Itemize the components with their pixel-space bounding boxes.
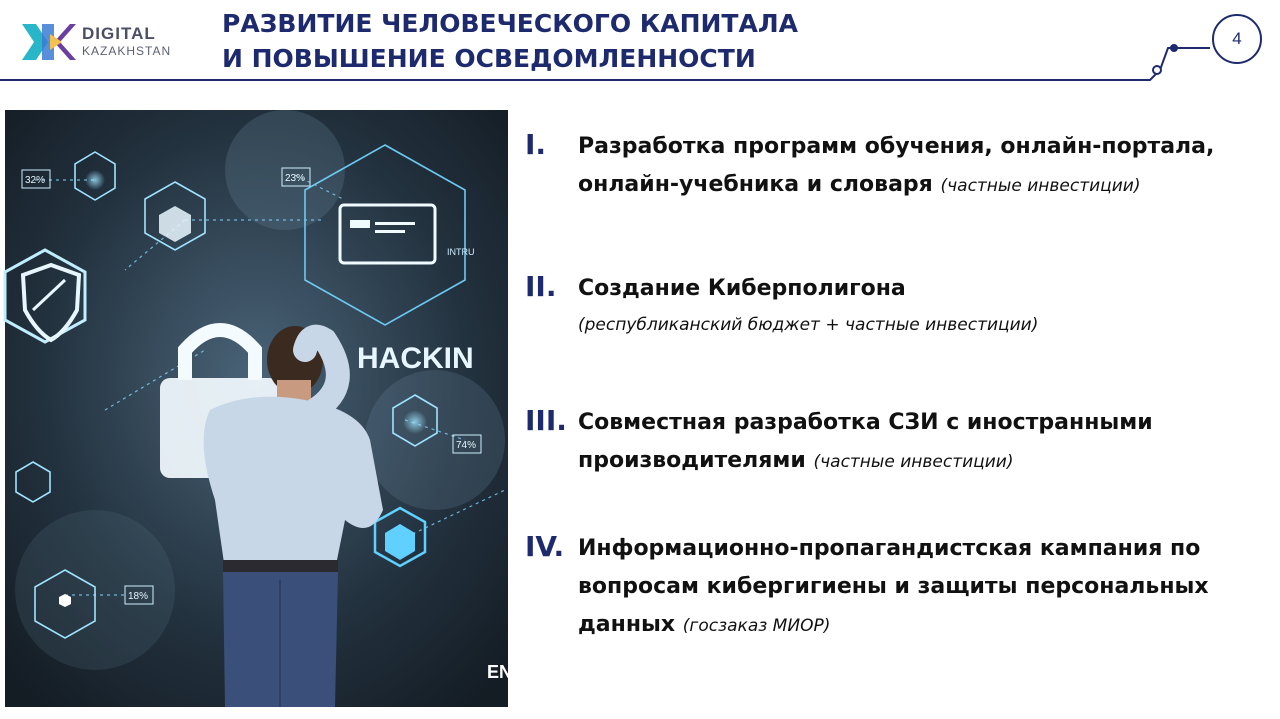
item-line: Разработка программ обучения, онлайн-портала,: [578, 134, 1215, 159]
item-numeral: II.: [525, 270, 557, 303]
item-line: Создание Киберполигона: [578, 276, 906, 301]
logo-subtitle: KAZAKHSTAN: [82, 44, 172, 58]
item-text: [578, 270, 1278, 342]
digital-kazakhstan-logo: [20, 18, 190, 68]
item-numeral: I.: [525, 128, 547, 161]
percent-label-2: 23%: [285, 173, 306, 184]
item-note: (частные инвестиции): [813, 452, 1014, 472]
page-title-line-2: И ПОВЫШЕНИЕ ОСВЕДОМЛЕННОСТИ: [222, 44, 756, 73]
item-line: данных: [578, 612, 676, 637]
page-title-line-1: РАЗВИТИЕ ЧЕЛОВЕЧЕСКОГО КАПИТАЛА: [222, 9, 798, 38]
corner-word: EN: [487, 662, 513, 682]
item-line: Информационно-пропагандистская кампания по: [578, 536, 1201, 561]
cybersecurity-photo: [5, 110, 513, 707]
item-line: производителями: [578, 448, 806, 473]
item-numeral: IV.: [525, 530, 565, 563]
logo-title: DIGITAL: [82, 24, 156, 43]
percent-label-1: 32%: [25, 175, 46, 186]
item-note: (республиканский бюджет + частные инвестиции): [578, 315, 1039, 335]
item-line: Совместная разработка СЗИ с иностранными: [578, 410, 1153, 435]
logo-mark-icon: [20, 20, 76, 64]
item-note: (госзаказ МИОР): [682, 616, 831, 636]
hacking-word: HACKIN: [357, 342, 474, 375]
item-text: [578, 128, 1278, 205]
item-line: вопросам кибергигиены и защиты персональных: [578, 574, 1209, 599]
item-line: онлайн-учебника и словаря: [578, 172, 933, 197]
percent-label-4: 18%: [128, 591, 149, 602]
intrusion-word: INTRU: [447, 247, 475, 257]
item-text: [578, 530, 1278, 645]
percent-label-3: 74%: [456, 440, 477, 451]
item-note: (частные инвестиции): [940, 176, 1141, 196]
item-text: [578, 404, 1278, 481]
page-number-badge: 4: [1212, 14, 1262, 64]
page-title: [222, 6, 1122, 76]
item-numeral: III.: [525, 404, 567, 437]
